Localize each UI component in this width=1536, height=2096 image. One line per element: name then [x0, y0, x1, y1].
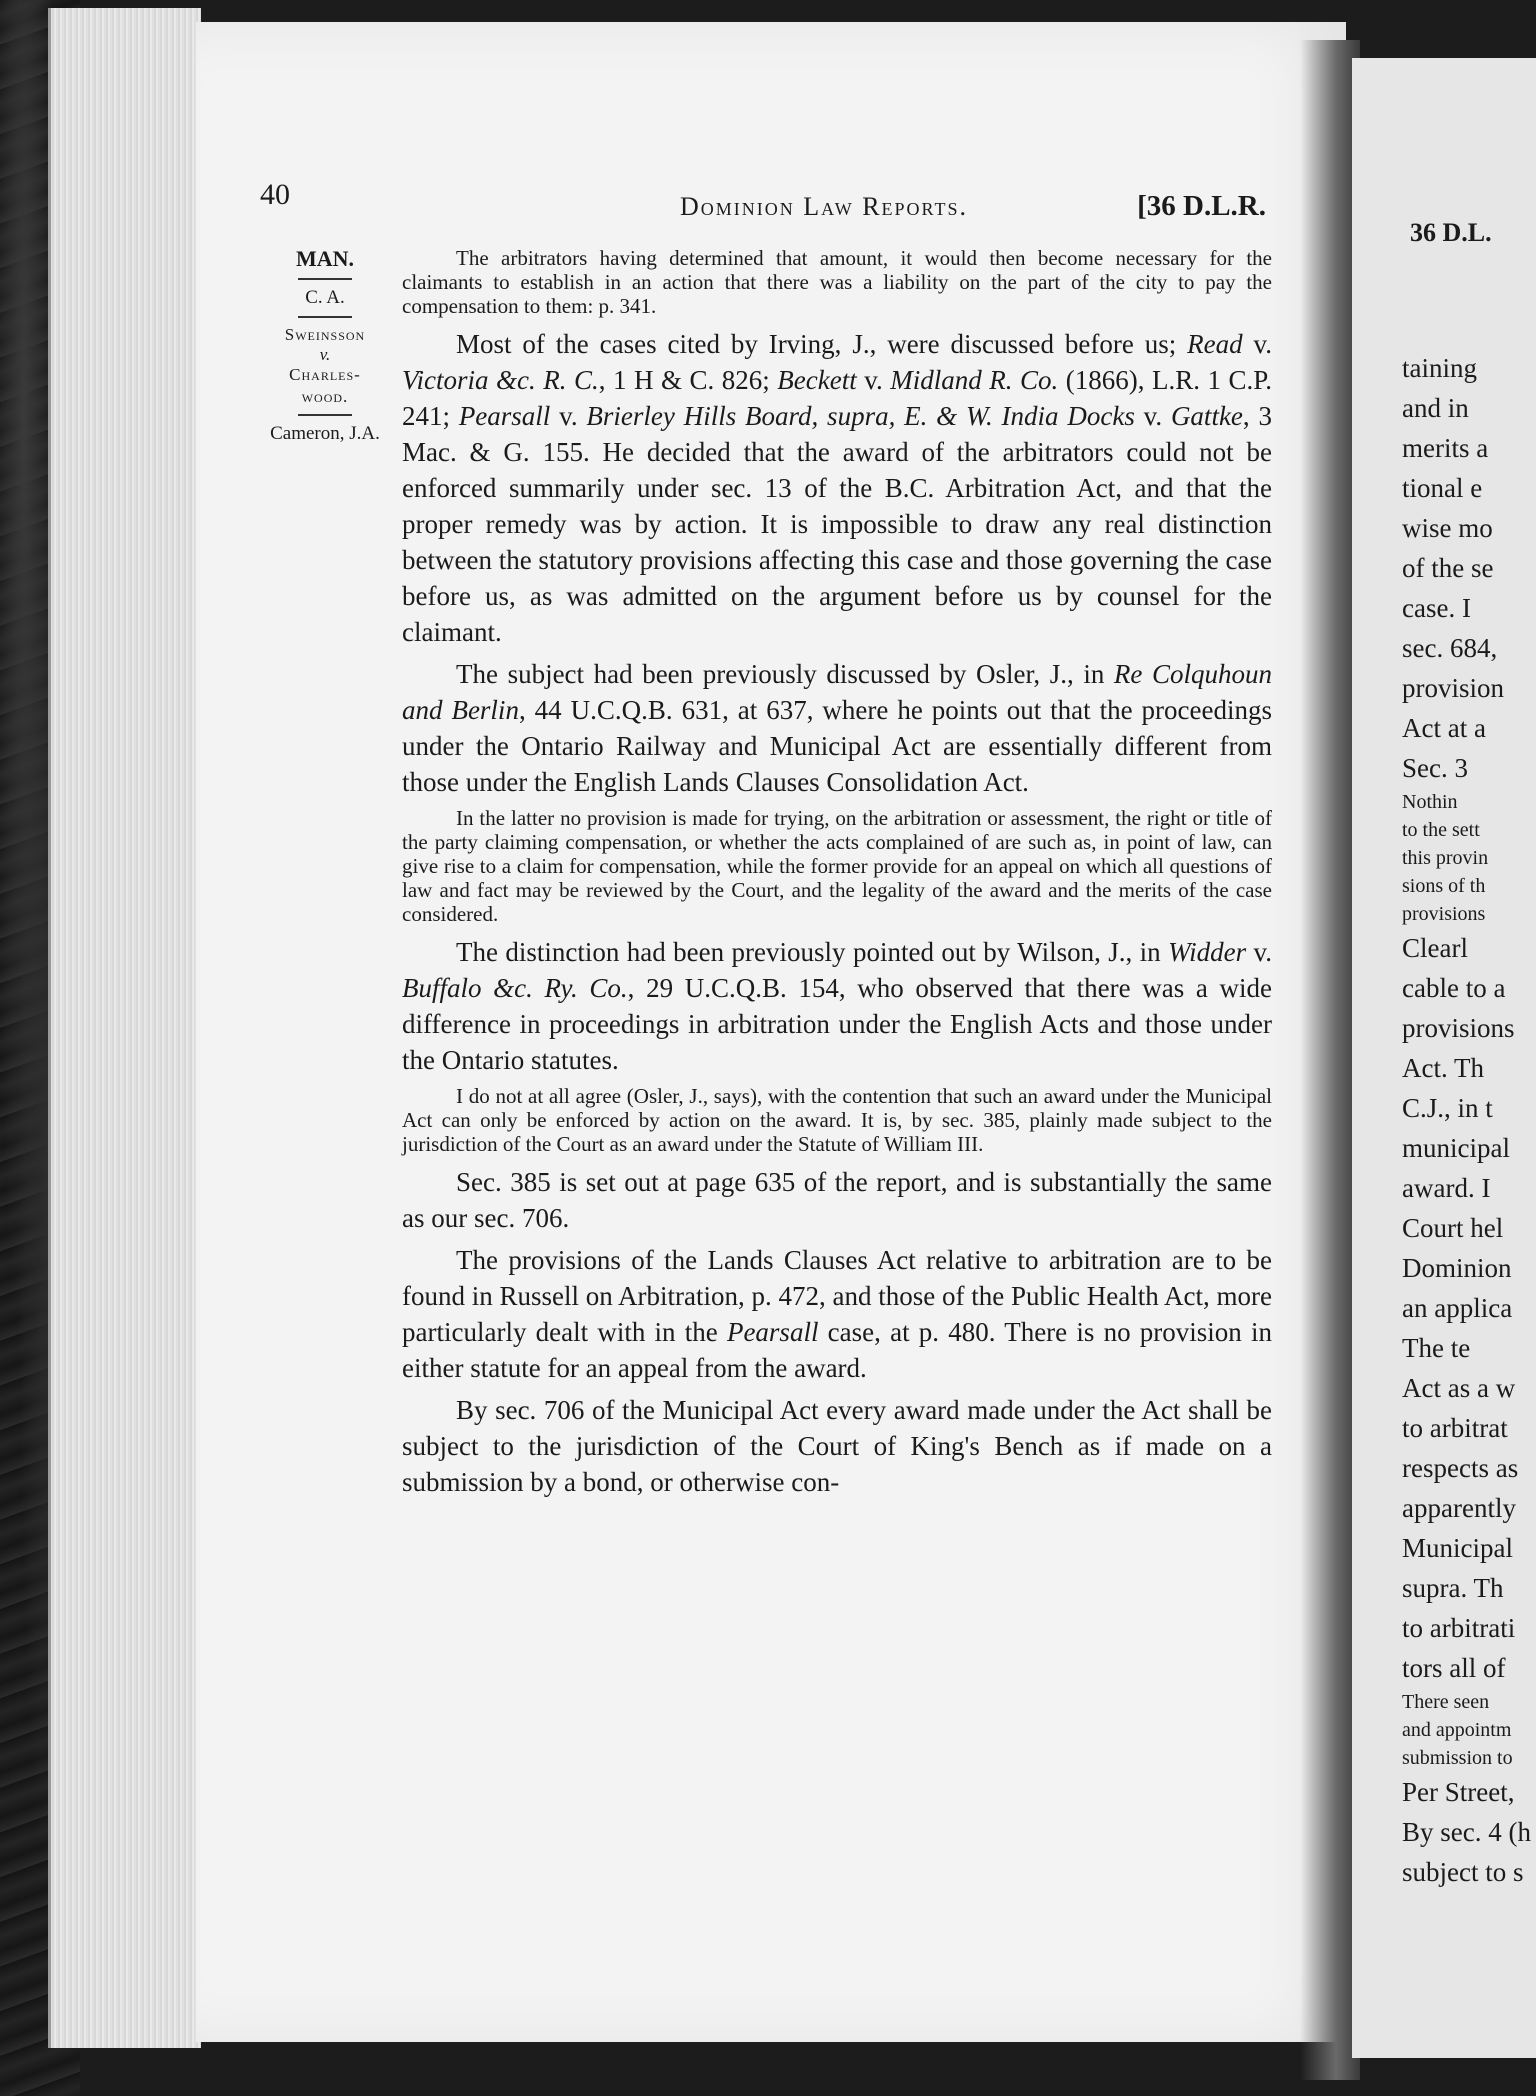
facing-page-line: apparently — [1402, 1493, 1516, 1523]
facing-page-line: submission to — [1402, 1747, 1513, 1769]
facing-page-line: sec. 684, — [1402, 633, 1498, 663]
facing-page-line: respects as — [1402, 1453, 1519, 1483]
facing-page-head: 36 D.L. — [1410, 218, 1492, 247]
judge-label: Cameron, J.A. — [270, 423, 380, 444]
facing-page-line: C.J., in t — [1402, 1093, 1493, 1123]
court-label: MAN. — [295, 246, 355, 271]
divider — [298, 316, 352, 318]
text: v. — [1242, 329, 1272, 359]
running-head — [250, 178, 1280, 228]
case-name: Buffalo &c. Ry. Co. — [402, 973, 628, 1003]
facing-page-line: provisions — [1402, 903, 1486, 925]
division-label: C. A. — [305, 287, 345, 308]
facing-page-line: taining — [1402, 353, 1477, 383]
facing-page-line: supra. Th — [1402, 1573, 1504, 1603]
running-title: Dominion Law Reports. — [680, 192, 968, 221]
facing-page-line: provision — [1402, 673, 1505, 703]
case-name: Gattke — [1170, 401, 1243, 431]
text: , 44 U.C.Q.B. 631, at 637, where he points out that the proceedings under the Ontario Railway and Municipal Act are essentially different from those under the English Lands Clauses Consolidation Act. — [402, 695, 1272, 797]
facing-page-line: The te — [1402, 1333, 1471, 1363]
facing-page-line: provisions — [1402, 1013, 1515, 1043]
facing-page-line: subject to s — [1402, 1857, 1524, 1887]
paragraph: Sec. 385 is set out at page 635 of the report, and is substantially the same as our sec. 706. — [402, 1167, 1272, 1233]
paragraph — [402, 326, 1272, 650]
facing-page-line: and appointm — [1402, 1719, 1512, 1741]
text: v. — [1134, 401, 1171, 431]
facing-page-line: and in — [1402, 393, 1469, 423]
facing-page-line: Municipal — [1402, 1533, 1513, 1563]
divider — [298, 278, 352, 280]
party-two-cont: wood. — [301, 387, 349, 406]
body-text — [402, 246, 1272, 1506]
facing-page — [1352, 58, 1536, 2058]
text: v. — [1246, 937, 1272, 967]
text: The distinction had been previously pointed out by Wilson, J., in — [456, 937, 1169, 967]
facing-page-line: Act. Th — [1402, 1053, 1484, 1083]
page-number: 40 — [260, 178, 290, 211]
facing-page-line: this provin — [1402, 847, 1489, 869]
case-name: Victoria &c. R. C. — [402, 365, 599, 395]
quotation: I do not at all agree (Osler, J., says), with the contention that such an award under the Municipal Act can only be enforced by action on the award. It is, by sec. 385, plainly made subject to the jurisdiction of the Court as an award under the Statute of William III. — [402, 1084, 1272, 1156]
side-note — [250, 246, 400, 446]
case-name: Read — [1187, 329, 1243, 359]
text: , 29 U.C.Q.B. 154, who observed that there was a wide difference in proceedings in arbitration under the English Acts and those under the Ontario statutes. — [402, 973, 1272, 1075]
versus: v. — [319, 345, 331, 364]
quotation: The arbitrators having determined that amount, it would then become necessary for the claimants to establish in an action that there was a liability on the part of the city to pay the compensation to them: p. 341. — [402, 246, 1272, 318]
facing-page-line: Nothin — [1402, 791, 1458, 813]
text: , 3 Mac. & G. 155. He decided that the award of the arbitrators could not be enforced summarily under sec. 13 of the B.C. Arbitration Act, and that the proper remedy was by action. It is impossible to draw any real distinction between the statutory provisions affecting this case and those governing the case before us, as was admitted on the argument before us by counsel for the claimant. — [402, 401, 1272, 647]
paragraph: By sec. 706 of the Municipal Act every award made under the Act shall be subject to the jurisdiction of the Court of King's Bench as if made on a submission by a bond, or otherwise con- — [402, 1395, 1272, 1497]
case-name: Beckett — [777, 365, 857, 395]
paragraph — [402, 656, 1272, 800]
facing-page-line: to arbitrati — [1402, 1613, 1516, 1643]
text: case, at p. 480. There is no provision in either statute for an appeal from the award. — [402, 1317, 1273, 1383]
facing-page-line: Sec. 3 — [1402, 753, 1468, 783]
case-name: Brierley Hills Board, supra, E. & W. India Docks — [586, 401, 1135, 431]
facing-page-line: Clearl — [1402, 933, 1468, 963]
facing-page-line: tors all of — [1402, 1653, 1506, 1683]
text: Most of the cases cited by Irving, J., were discussed before us; — [456, 329, 1188, 359]
case-name: Pearsall — [458, 401, 551, 431]
case-name: Midland R. Co. — [890, 365, 1059, 395]
case-name: Widder — [1168, 937, 1247, 967]
facing-page-line: award. I — [1402, 1173, 1491, 1203]
text: The subject had been previously discussed by Osler, J., in — [456, 659, 1114, 689]
facing-page-line: Court hel — [1402, 1213, 1504, 1243]
text: (1866), L.R. 1 C.P. 241; — [402, 365, 1272, 431]
facing-page-line: Dominion — [1402, 1253, 1512, 1283]
facing-page-line: merits a — [1402, 433, 1489, 463]
paragraph — [402, 1242, 1272, 1386]
party-two: Charles- — [289, 365, 361, 384]
facing-page-lines — [1402, 348, 1536, 1892]
text: , 1 H & C. 826; — [598, 365, 778, 395]
volume-reference: [36 D.L.R. — [1137, 190, 1266, 222]
facing-page-line: Act as a w — [1402, 1373, 1516, 1403]
facing-page-line: Per Street, — [1402, 1777, 1515, 1807]
facing-page-line: of the se — [1402, 553, 1494, 583]
party-one: Sweinsson — [284, 325, 366, 344]
text: v. — [550, 401, 587, 431]
facing-page-line: cable to a — [1402, 973, 1506, 1003]
page-edges — [48, 8, 201, 2048]
facing-page-line: an applica — [1402, 1293, 1513, 1323]
divider — [298, 414, 352, 416]
case-name: Re Colquhoun and Berlin — [402, 659, 1272, 725]
facing-page-line: municipal — [1402, 1133, 1510, 1163]
facing-page-line: to the sett — [1402, 819, 1480, 841]
facing-page-line: There seen — [1402, 1691, 1490, 1713]
facing-page-line: sions of th — [1402, 875, 1486, 897]
facing-page-line: case. I — [1402, 593, 1471, 623]
facing-page-line: Act at a — [1402, 713, 1486, 743]
facing-page-line: wise mo — [1402, 513, 1493, 543]
book-gutter — [1300, 40, 1360, 2080]
quotation: In the latter no provision is made for trying, on the arbitration or assessment, the right or title of the party claiming compensation, or whether the acts complained of are such as, in point of law, can give rise to a claim for compensation, while the former provide for an appeal on which all questions of law and fact may be reviewed by the Court, and the legality of the award and the merits of the case considered. — [402, 806, 1272, 926]
facing-page-line: tional e — [1402, 473, 1483, 503]
facing-page-line: to arbitrat — [1402, 1413, 1508, 1443]
text: v. — [856, 365, 891, 395]
facing-page-line: By sec. 4 (h — [1402, 1817, 1531, 1847]
paragraph — [402, 934, 1272, 1078]
case-name: Pearsall — [726, 1317, 819, 1347]
text: The provisions of the Lands Clauses Act relative to arbitration are to be found in Russell on Arbitration, p. 472, and those of the Public Health Act, more particularly dealt with in the — [402, 1245, 1272, 1347]
